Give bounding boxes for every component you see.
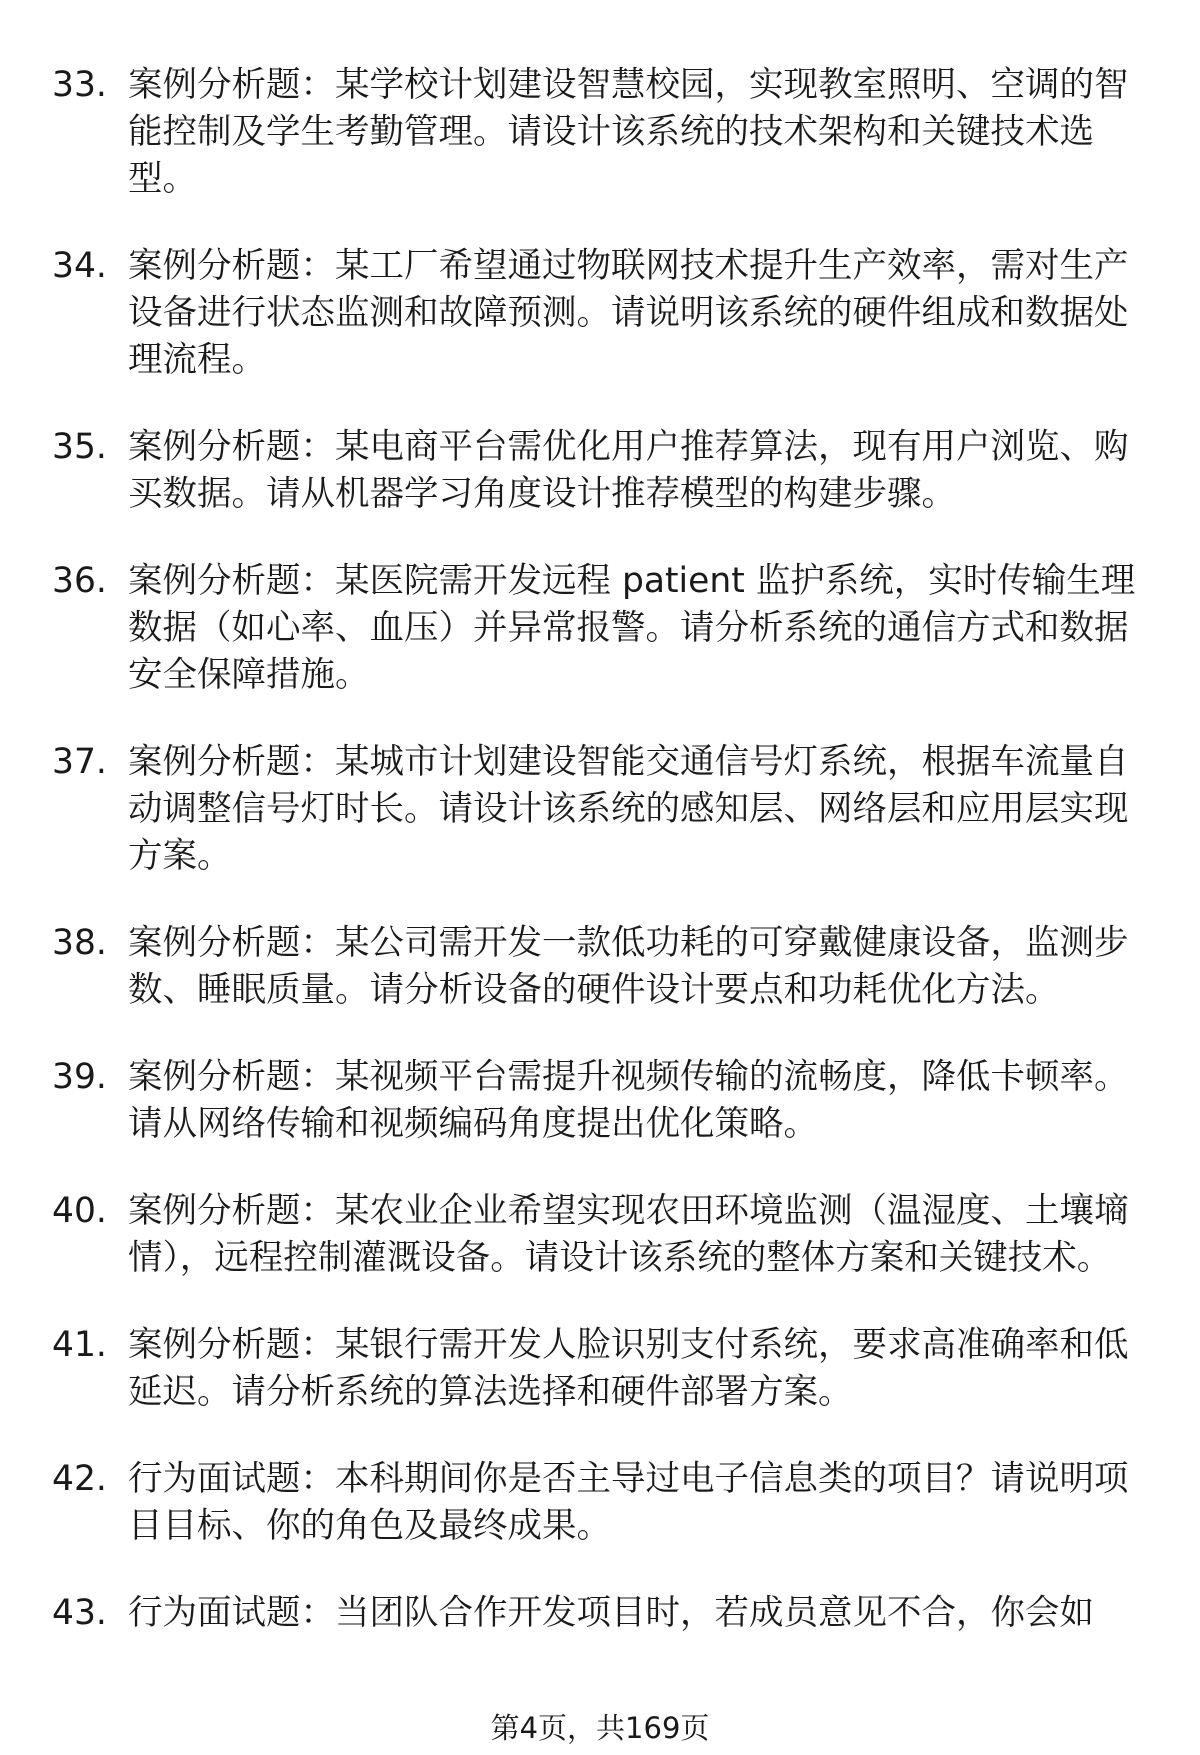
list-item [52,558,1152,699]
list-item [52,1590,1152,1637]
list-item [52,243,1152,384]
question-text: 案例分析题：某银行需开发人脸识别支付系统，要求高准确率和低延迟。请分析系统的算法选择和硬件部署方案。 [128,1325,1129,1412]
question-text: 案例分析题：某城市计划建设智能交通信号灯系统，根据车流量自动调整信号灯时长。请设计该系统的感知层、网络层和应用层实现方案。 [128,742,1129,876]
question-text: 案例分析题：某学校计划建设智慧校园，实现教室照明、空调的智能控制及学生考勤管理。请设计该系统的技术架构和关键技术选型。 [128,65,1129,199]
question-number: 39. [52,1057,107,1097]
question-number: 43. [52,1593,107,1633]
list-item [52,1188,1152,1282]
question-text: 案例分析题：某医院需开发远程 patient 监护系统，实时传输生理数据（如心率、血压）并异常报警。请分析系统的通信方式和数据安全保障措施。 [128,561,1136,695]
question-number: 33. [52,65,107,105]
question-text: 行为面试题：当团队合作开发项目时，若成员意见不合，你会如 [128,1593,1094,1633]
question-number: 42. [52,1459,107,1499]
question-text: 行为面试题：本科期间你是否主导过电子信息类的项目？请说明项目目标、你的角色及最终成果。 [128,1459,1129,1546]
list-item [52,1322,1152,1416]
list-item [52,739,1152,880]
question-number: 37. [52,742,107,782]
list-item [52,424,1152,518]
question-list [52,62,1152,1677]
question-text: 案例分析题：某电商平台需优化用户推荐算法，现有用户浏览、购买数据。请从机器学习角度设计推荐模型的构建步骤。 [128,427,1129,514]
question-number: 38. [52,923,107,963]
question-number: 36. [52,561,107,601]
question-text: 案例分析题：某视频平台需提升视频传输的流畅度，降低卡顿率。请从网络传输和视频编码角度提出优化策略。 [128,1057,1129,1144]
question-number: 41. [52,1325,107,1365]
list-item [52,920,1152,1014]
list-item [52,1054,1152,1148]
question-number: 35. [52,427,107,467]
question-text: 案例分析题：某农业企业希望实现农田环境监测（温湿度、土壤墒情），远程控制灌溉设备。请设计该系统的整体方案和关键技术。 [128,1191,1129,1278]
question-number: 34. [52,246,107,286]
question-text: 案例分析题：某工厂希望通过物联网技术提升生产效率，需对生产设备进行状态监测和故障预测。请说明该系统的硬件组成和数据处理流程。 [128,246,1129,380]
question-number: 40. [52,1191,107,1231]
list-item [52,62,1152,203]
question-text: 案例分析题：某公司需开发一款低功耗的可穿戴健康设备，监测步数、睡眠质量。请分析设备的硬件设计要点和功耗优化方法。 [128,923,1129,1010]
page-number-footer: 第4页，共169页 [490,1711,710,1745]
list-item [52,1456,1152,1550]
